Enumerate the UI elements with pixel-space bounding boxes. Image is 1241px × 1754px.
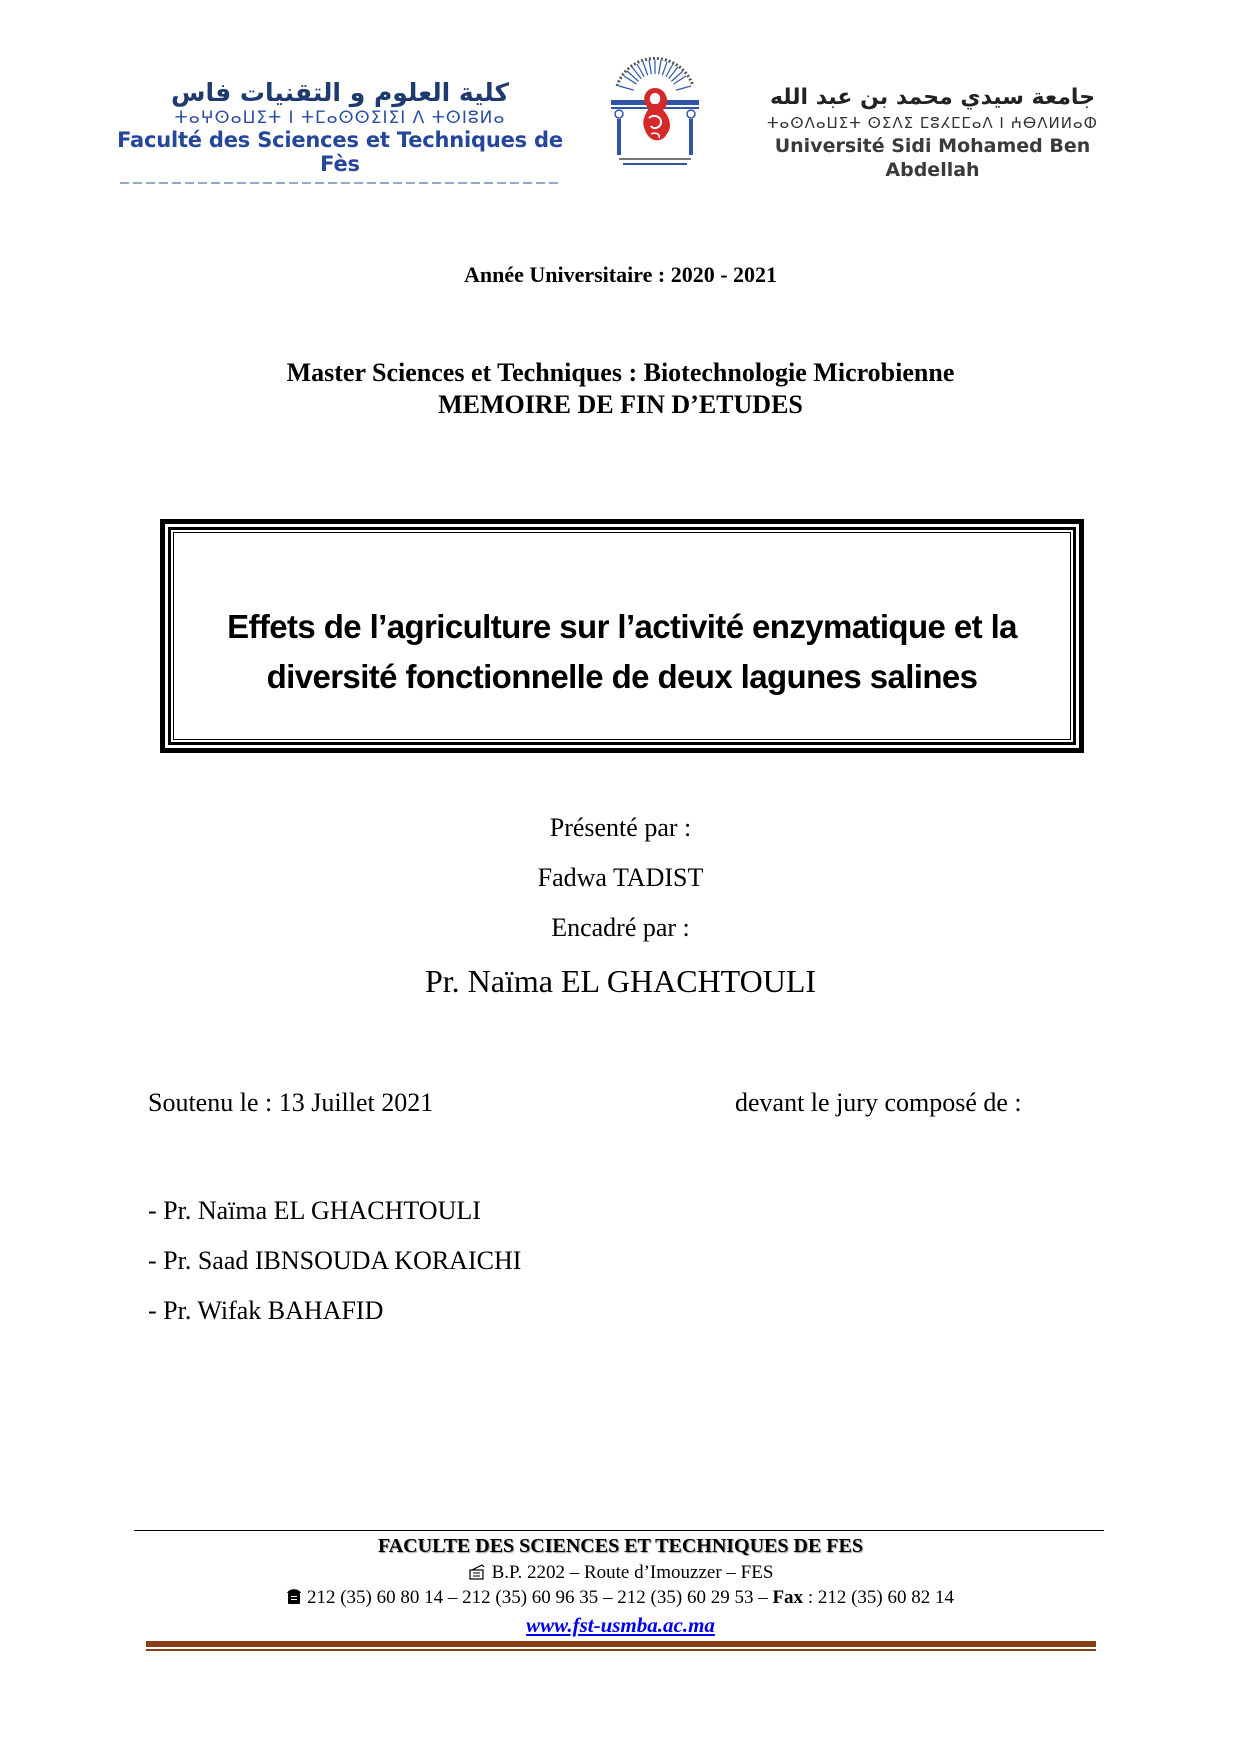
footer-divider: [134, 1530, 1104, 1531]
jury-member: - Pr. Saad IBNSOUDA KORAICHI: [148, 1246, 522, 1275]
footer-phones: 212 (35) 60 80 14 – 212 (35) 60 96 35 – 212 (35) 60 29 53 –: [306, 1587, 773, 1608]
jury-member: - Pr. Wifak BAHAFID: [148, 1296, 384, 1325]
bottom-rule-thin: [146, 1649, 1096, 1651]
title-frame: [160, 519, 1084, 753]
fax-label: Fax: [772, 1587, 804, 1608]
university-name-tifinagh: ⵜⴰⵙⴷⴰⵡⵉⵜ ⵙⵉⴷⵉ ⵎⵓⵃⵎⵎⴰⴷ ⵏ ⵄⴱⴷⵍⵍⴰⵀ: [767, 114, 1098, 132]
jury-intro: devant le jury composé de :: [735, 1088, 1022, 1117]
faculty-name-latin: Faculté des Sciences et Techniques de Fès: [117, 128, 563, 176]
fax-number: : 212 (35) 60 82 14: [803, 1587, 954, 1608]
university-emblem-icon: [605, 46, 705, 174]
faculty-logo-underline: [120, 182, 560, 184]
thesis-title-line-2: diversité fonctionnelle de deux lagunes salines: [266, 658, 978, 695]
footer-phone-line: [0, 1587, 1241, 1611]
document-type: MEMOIRE DE FIN D’ETUDES: [438, 390, 803, 419]
thesis-title: [165, 602, 1079, 702]
footer-address-line: [0, 1562, 1241, 1586]
footer-organization: FACULTE DES SCIENCES ET TECHNIQUES DE FES: [378, 1535, 863, 1557]
jury-list: [148, 1186, 521, 1336]
university-logo: [735, 84, 1130, 182]
faculty-name-arabic: كلية العلوم و التقنيات فاس: [170, 78, 510, 107]
website-link[interactable]: www.fst-usmba.ac.ma: [526, 1613, 715, 1637]
supervised-by-label: Encadré par :: [551, 913, 690, 942]
supervisor-name: Pr. Naïma EL GHACHTOULI: [424, 963, 817, 999]
thesis-title-line-1: Effets de l’agriculture sur l’activité enzymatique et la: [227, 608, 1017, 645]
student-name: Fadwa TADIST: [537, 863, 704, 892]
faculty-name-tifinagh: ⵜⴰⵖⵙⴰⵡⵉⵜ ⵏ ⵜⵎⴰⵙⵙⵉⵏⵉⵏ ⴷ ⵜⵙⵏⵓⵍⴰ: [174, 108, 506, 128]
faculty-logo: [100, 78, 580, 184]
jury-member: - Pr. Naïma EL GHACHTOULI: [148, 1196, 481, 1225]
program-heading: [0, 357, 1241, 421]
bottom-rule-thick: [146, 1641, 1096, 1647]
university-name-arabic: جامعة سيدي محمد بن عبد الله: [769, 85, 1096, 110]
telephone-icon: [287, 1588, 301, 1611]
presented-by-label: Présenté par :: [549, 813, 692, 842]
defense-date: Soutenu le : 13 Juillet 2021: [148, 1088, 434, 1117]
mail-icon: [468, 1564, 486, 1586]
footer-website-line: [0, 1613, 1241, 1638]
program-name: Master Sciences et Techniques : Biotechnologie Microbienne: [286, 358, 955, 387]
university-name-latin: Université Sidi Mohamed Ben Abdellah: [774, 135, 1091, 181]
academic-year: Année Universitaire : 2020 - 2021: [463, 262, 778, 287]
footer-address: B.P. 2202 – Route d’Imouzzer – FES: [491, 1562, 774, 1583]
